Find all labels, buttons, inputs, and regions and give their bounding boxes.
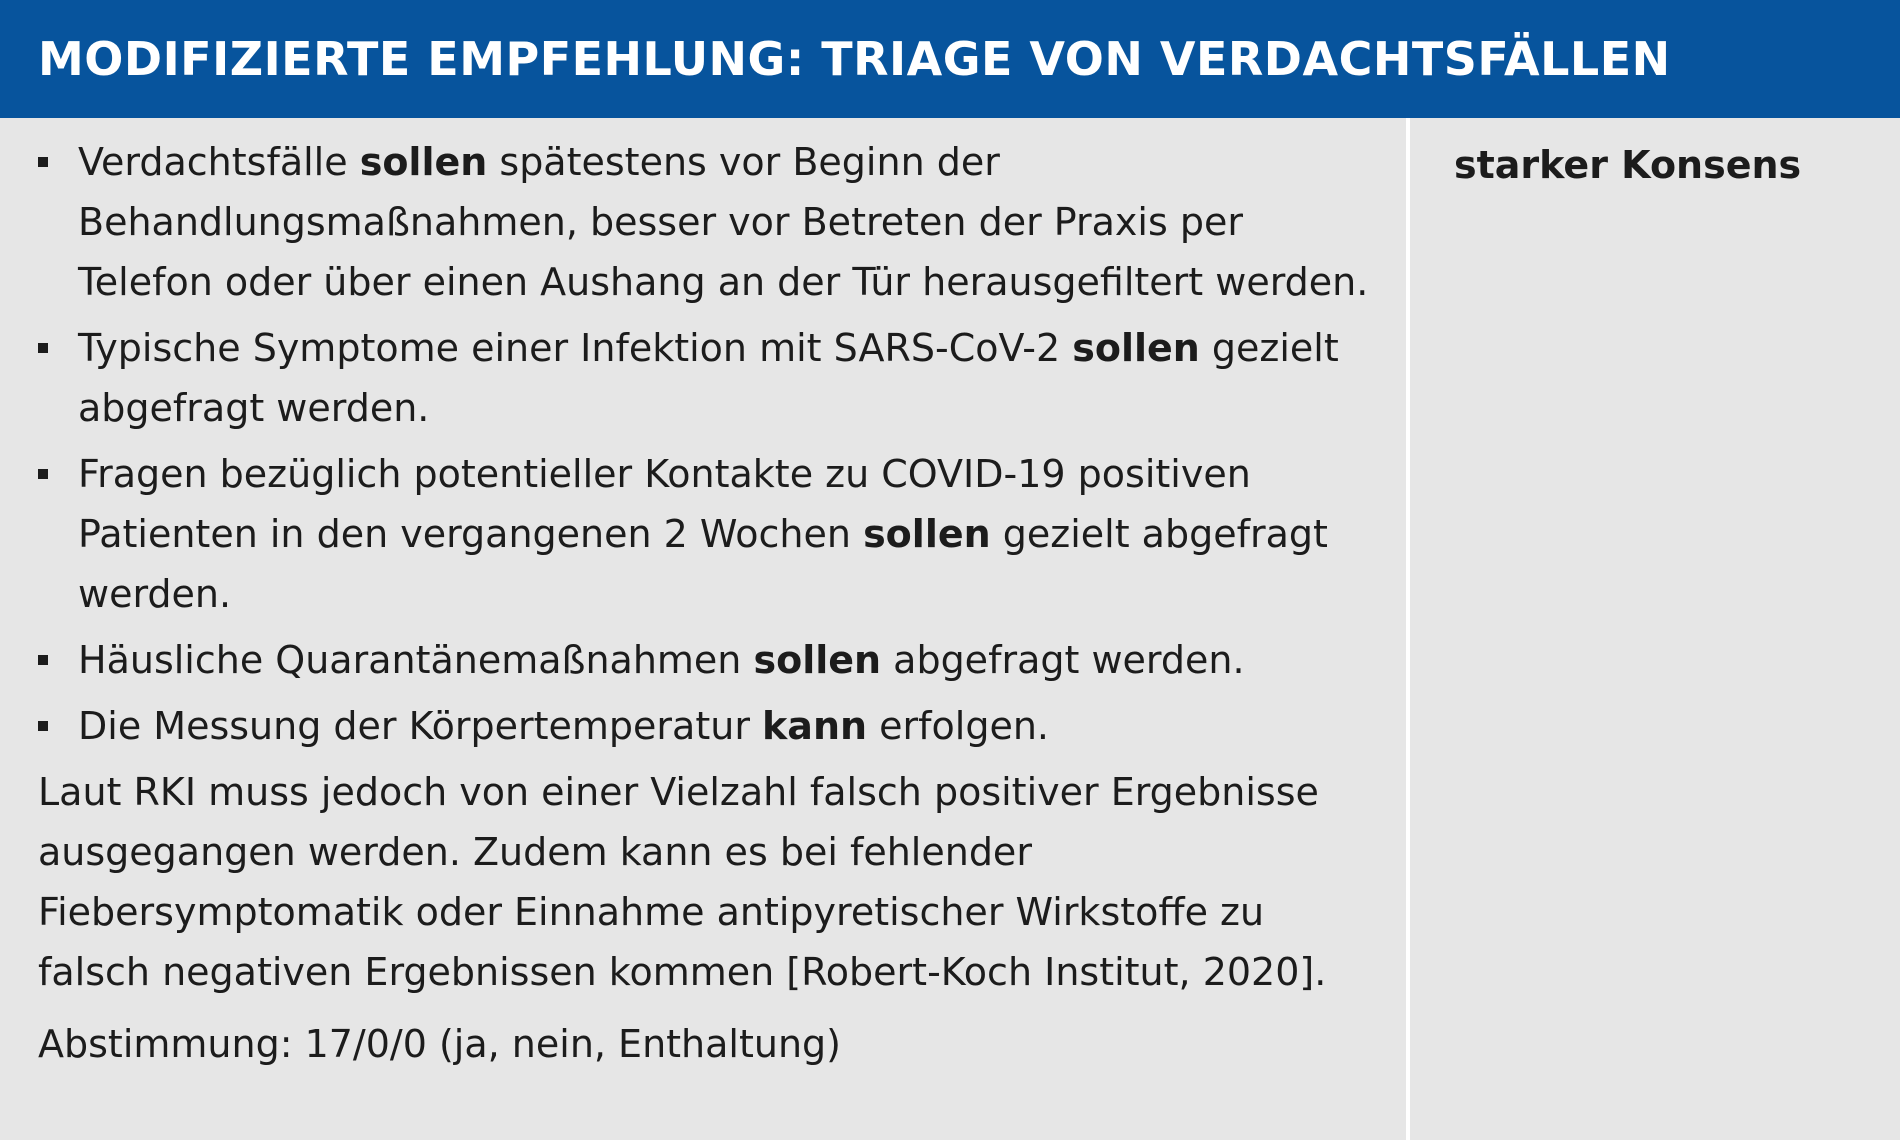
vote-result: Abstimmung: 17/0/0 (ja, nein, Enthaltung) <box>38 1022 841 1066</box>
recommendation-list <box>38 132 1386 756</box>
recommendation-header <box>0 0 1900 118</box>
recommendation-text: Die Messung der Körpertemperatur <box>78 704 763 748</box>
recommendation-item <box>38 132 1386 312</box>
recommendation-strength: sollen <box>359 140 488 184</box>
consensus-column <box>1454 136 1874 194</box>
recommendation-title: MODIFIZIERTE EMPFEHLUNG: TRIAGE VON VERDACHTSFÄLLEN <box>38 32 1671 86</box>
recommendation-text: Häusliche Quarantänemaßnahmen <box>78 638 754 682</box>
rki-note: Laut RKI muss jedoch von einer Vielzahl falsch positiver Ergebnisse ausgegangen werden. Zudem kann es bei fehlender Fiebersymptomatik oder Einnahme antipyretischer Wirkstoffe zu falsch negativen Ergebnissen kommen [Robert-Koch Institut, 2020]. <box>38 770 1327 994</box>
recommendation-item <box>38 444 1386 624</box>
recommendation-strength: sollen <box>863 512 991 556</box>
column-divider <box>1406 118 1410 1140</box>
recommendation-text: gezielt abgefragt werden. <box>78 512 1328 616</box>
bullet-icon <box>38 655 48 665</box>
recommendation-strength: sollen <box>753 638 882 682</box>
recommendation-text: gezielt abgefragt werden. <box>78 326 1339 430</box>
recommendation-item <box>38 630 1386 690</box>
bullet-icon <box>38 721 48 731</box>
bullet-icon <box>38 343 48 353</box>
recommendation-content <box>38 132 1386 1074</box>
recommendation-item <box>38 696 1386 756</box>
recommendation-text: Typische Symptome einer Infektion mit SARS-CoV-2 <box>78 326 1073 370</box>
recommendation-text: Fragen bezüglich potentieller Kontakte zu COVID-19 positiven Patienten in den vergangenen 2 Wochen <box>78 452 1251 556</box>
recommendation-strength: sollen <box>1072 326 1200 370</box>
consensus-label: starker Konsens <box>1454 143 1802 187</box>
bullet-icon <box>38 469 48 479</box>
bullet-icon <box>38 157 48 167</box>
recommendation-text: erfolgen. <box>867 704 1049 748</box>
recommendation-text: Verdachtsfälle <box>78 140 360 184</box>
recommendation-text: abgefragt werden. <box>881 638 1245 682</box>
recommendation-item <box>38 318 1386 438</box>
recommendation-strength: kann <box>762 704 868 748</box>
recommendation-text: spätestens vor Beginn der Behandlungsmaßnahmen, besser vor Betreten der Praxis per Telefon oder über einen Aushang an der Tür herausgefiltert werden. <box>78 140 1369 304</box>
